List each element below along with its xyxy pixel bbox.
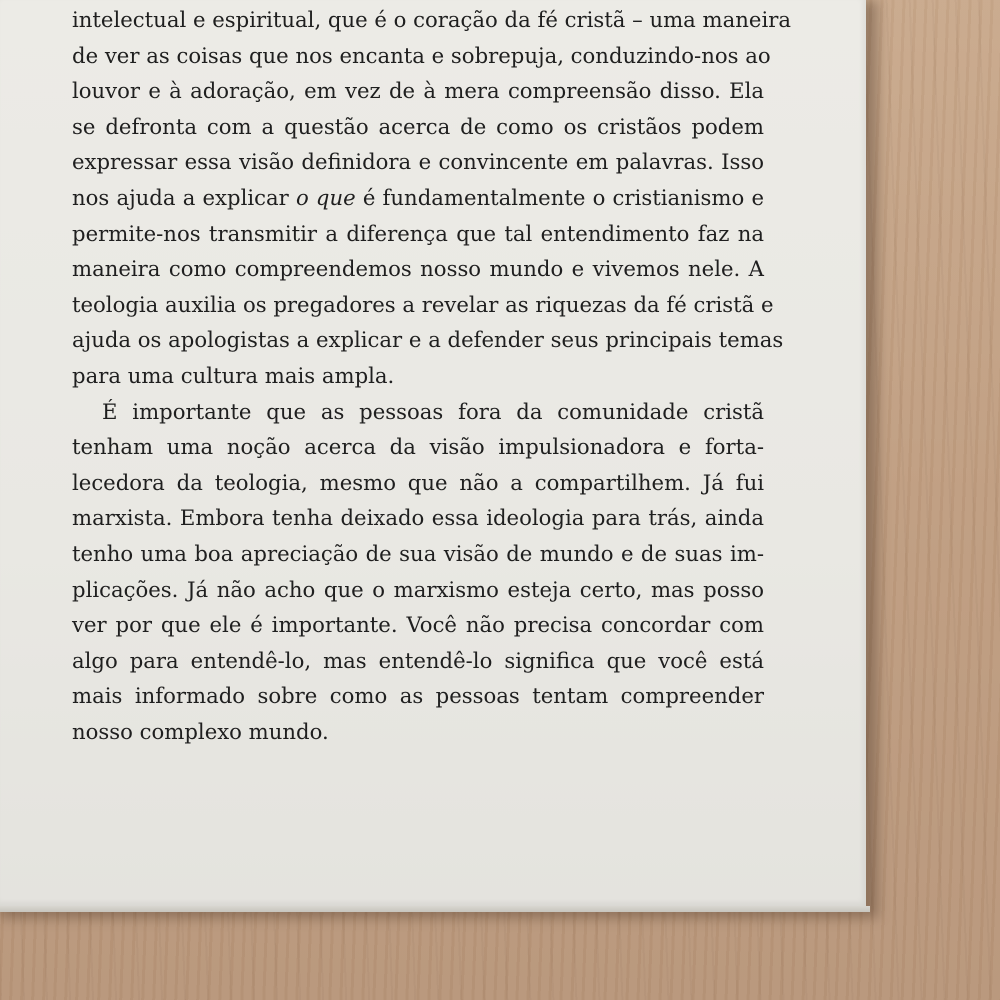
text-line: maneira como compreendemos nosso mundo e vivemos nele. A [72, 256, 764, 282]
text-line: É importante que as pessoas fora da comunidade cristã [102, 398, 764, 424]
text-line [72, 180, 764, 216]
text-line: algo para entendê-lo, mas entendê-lo significa que você está [72, 647, 764, 673]
text-line: permite-nos transmitir a diferença que tal entendimento faz na [72, 220, 764, 246]
text-line: teologia auxilia os pregadores a revelar as riquezas da fé cristã e [72, 291, 774, 317]
italic-emphasis: o que [295, 184, 356, 210]
text-line: se defronta com a questão acerca de como os cristãos podem [72, 113, 764, 139]
text-line: mais informado sobre como as pessoas tentam compreender [72, 683, 764, 709]
text-line: lecedora da teologia, mesmo que não a compartilhem. Já fui [72, 469, 764, 495]
page-edge [0, 906, 870, 912]
text-line: expressar essa visão definidora e convincente em palavras. Isso [72, 149, 764, 175]
text-line: tenham uma noção acerca da visão impulsionadora e forta- [72, 434, 764, 460]
text-line: plicações. Já não acho que o marxismo esteja certo, mas posso [72, 576, 764, 602]
text-line: tenho uma boa apreciação de sua visão de mundo e de suas im- [72, 540, 764, 566]
text-line: ver por que ele é importante. Você não precisa concordar com [72, 612, 764, 638]
text-line: intelectual e espiritual, que é o coração da fé cristã – uma maneira [72, 7, 791, 32]
text-line: marxista. Embora tenha deixado essa ideologia para trás, ainda [72, 505, 764, 531]
text-segment: nos ajuda a explicar [72, 184, 296, 210]
text-line: para uma cultura mais ampla. [72, 362, 395, 388]
body-text [72, 2, 791, 749]
text-line: nosso complexo mundo. [72, 718, 329, 744]
text-line: louvor e à adoração, em vez de à mera compreensão disso. Ela [72, 78, 764, 104]
text-line: de ver as coisas que nos encanta e sobrepuja, conduzindo-nos ao [72, 42, 771, 68]
text-segment: é fundamentalmente o cristianismo e [355, 184, 764, 210]
text-line: ajuda os apologistas a explicar e a defender seus principais temas [72, 327, 784, 353]
